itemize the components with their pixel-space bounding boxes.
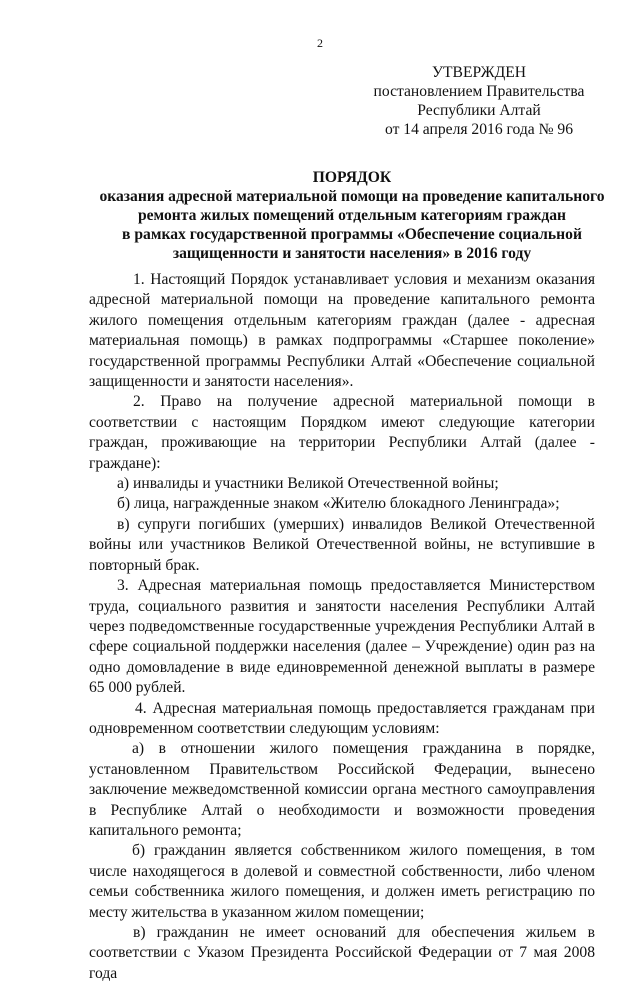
document-body [89,270,595,984]
approval-line-3: Республики Алтай [417,102,541,119]
approval-line-2: постановлением Правительства [373,83,585,100]
paragraph-1: 1. Настоящий Порядок устанавливает условия и механизм оказания адресной материальной помощи на проведение капитального ремонта жилого помещения отдельным категориям граждан (далее - адресная материальная помощь) в рамках подпрограммы «Старшее поколение» государственной программы Республики Алтай «Обеспечение социальной защищенности и занятости населения». [89,271,595,391]
title-line-1: оказания адресной материальной помощи на проведение капитального [99,188,605,205]
paragraph-4a: а) в отношении жилого помещения гражданина в порядке, установленном Правительством Российской Федерации, вынесено заключение межведомственной комиссии органа местного самоуправления в Республике Алтай о необходимости и возможности проведения капитального ремонта; [89,740,595,839]
paragraph-3: 3. Адресная материальная помощь предоставляется Министерством труда, социального развития и занятости населения Республики Алтай через подведомственные государственные учреждения Республики Алтай в сфере социальной поддержки населения (далее – Учреждение) один раз на одно домовладение в виде единовременной денежной выплаты в размере 65 000 рублей. [89,577,595,697]
paragraph-4c: в) гражданин не имеет оснований для обеспечения жильем в соответствии с Указом Президента Российской Федерации от 7 мая 2008 года [89,924,595,982]
title-heading: ПОРЯДОК [312,169,392,186]
paragraph-4: 4. Адресная материальная помощь предоставляется гражданам при одновременном соответствии следующим условиям: [89,699,595,737]
approval-line-1: УТВЕРЖДЕН [431,64,526,81]
page-number: 2 [317,36,323,50]
approval-stamp [355,63,603,139]
title-line-3: в рамках государственной программы «Обеспечение социальной [122,226,582,243]
title-line-4: защищенности и занятости населения» в 2016 году [172,245,532,262]
paragraph-2a: а) инвалиды и участники Великой Отечественной войны; [117,475,499,493]
paragraph-4b: б) гражданин является собственником жилого помещения, в том числе находящегося в долевой и совместной собственности, либо членом семьи собственника жилого помещения, и должен иметь регистрацию по месту жительства в указанном жилом помещении; [89,842,595,921]
document-title [80,168,624,263]
paragraph-2: 2. Право на получение адресной материальной помощи в соответствии с настоящим Порядком имеют следующие категории граждан, проживающие на территории Республики Алтай (далее - граждане): [89,393,595,472]
paragraph-2c: в) супруги погибших (умерших) инвалидов Великой Отечественной войны или участников Великой Отечественной войны, не вступившие в повторный брак. [89,515,595,574]
title-line-2: ремонта жилых помещений отдельным категориям граждан [137,207,567,224]
approval-line-4: от 14 апреля 2016 года № 96 [385,121,573,138]
paragraph-2b: б) лица, награжденные знаком «Жителю блокадного Ленинграда»; [117,495,560,513]
